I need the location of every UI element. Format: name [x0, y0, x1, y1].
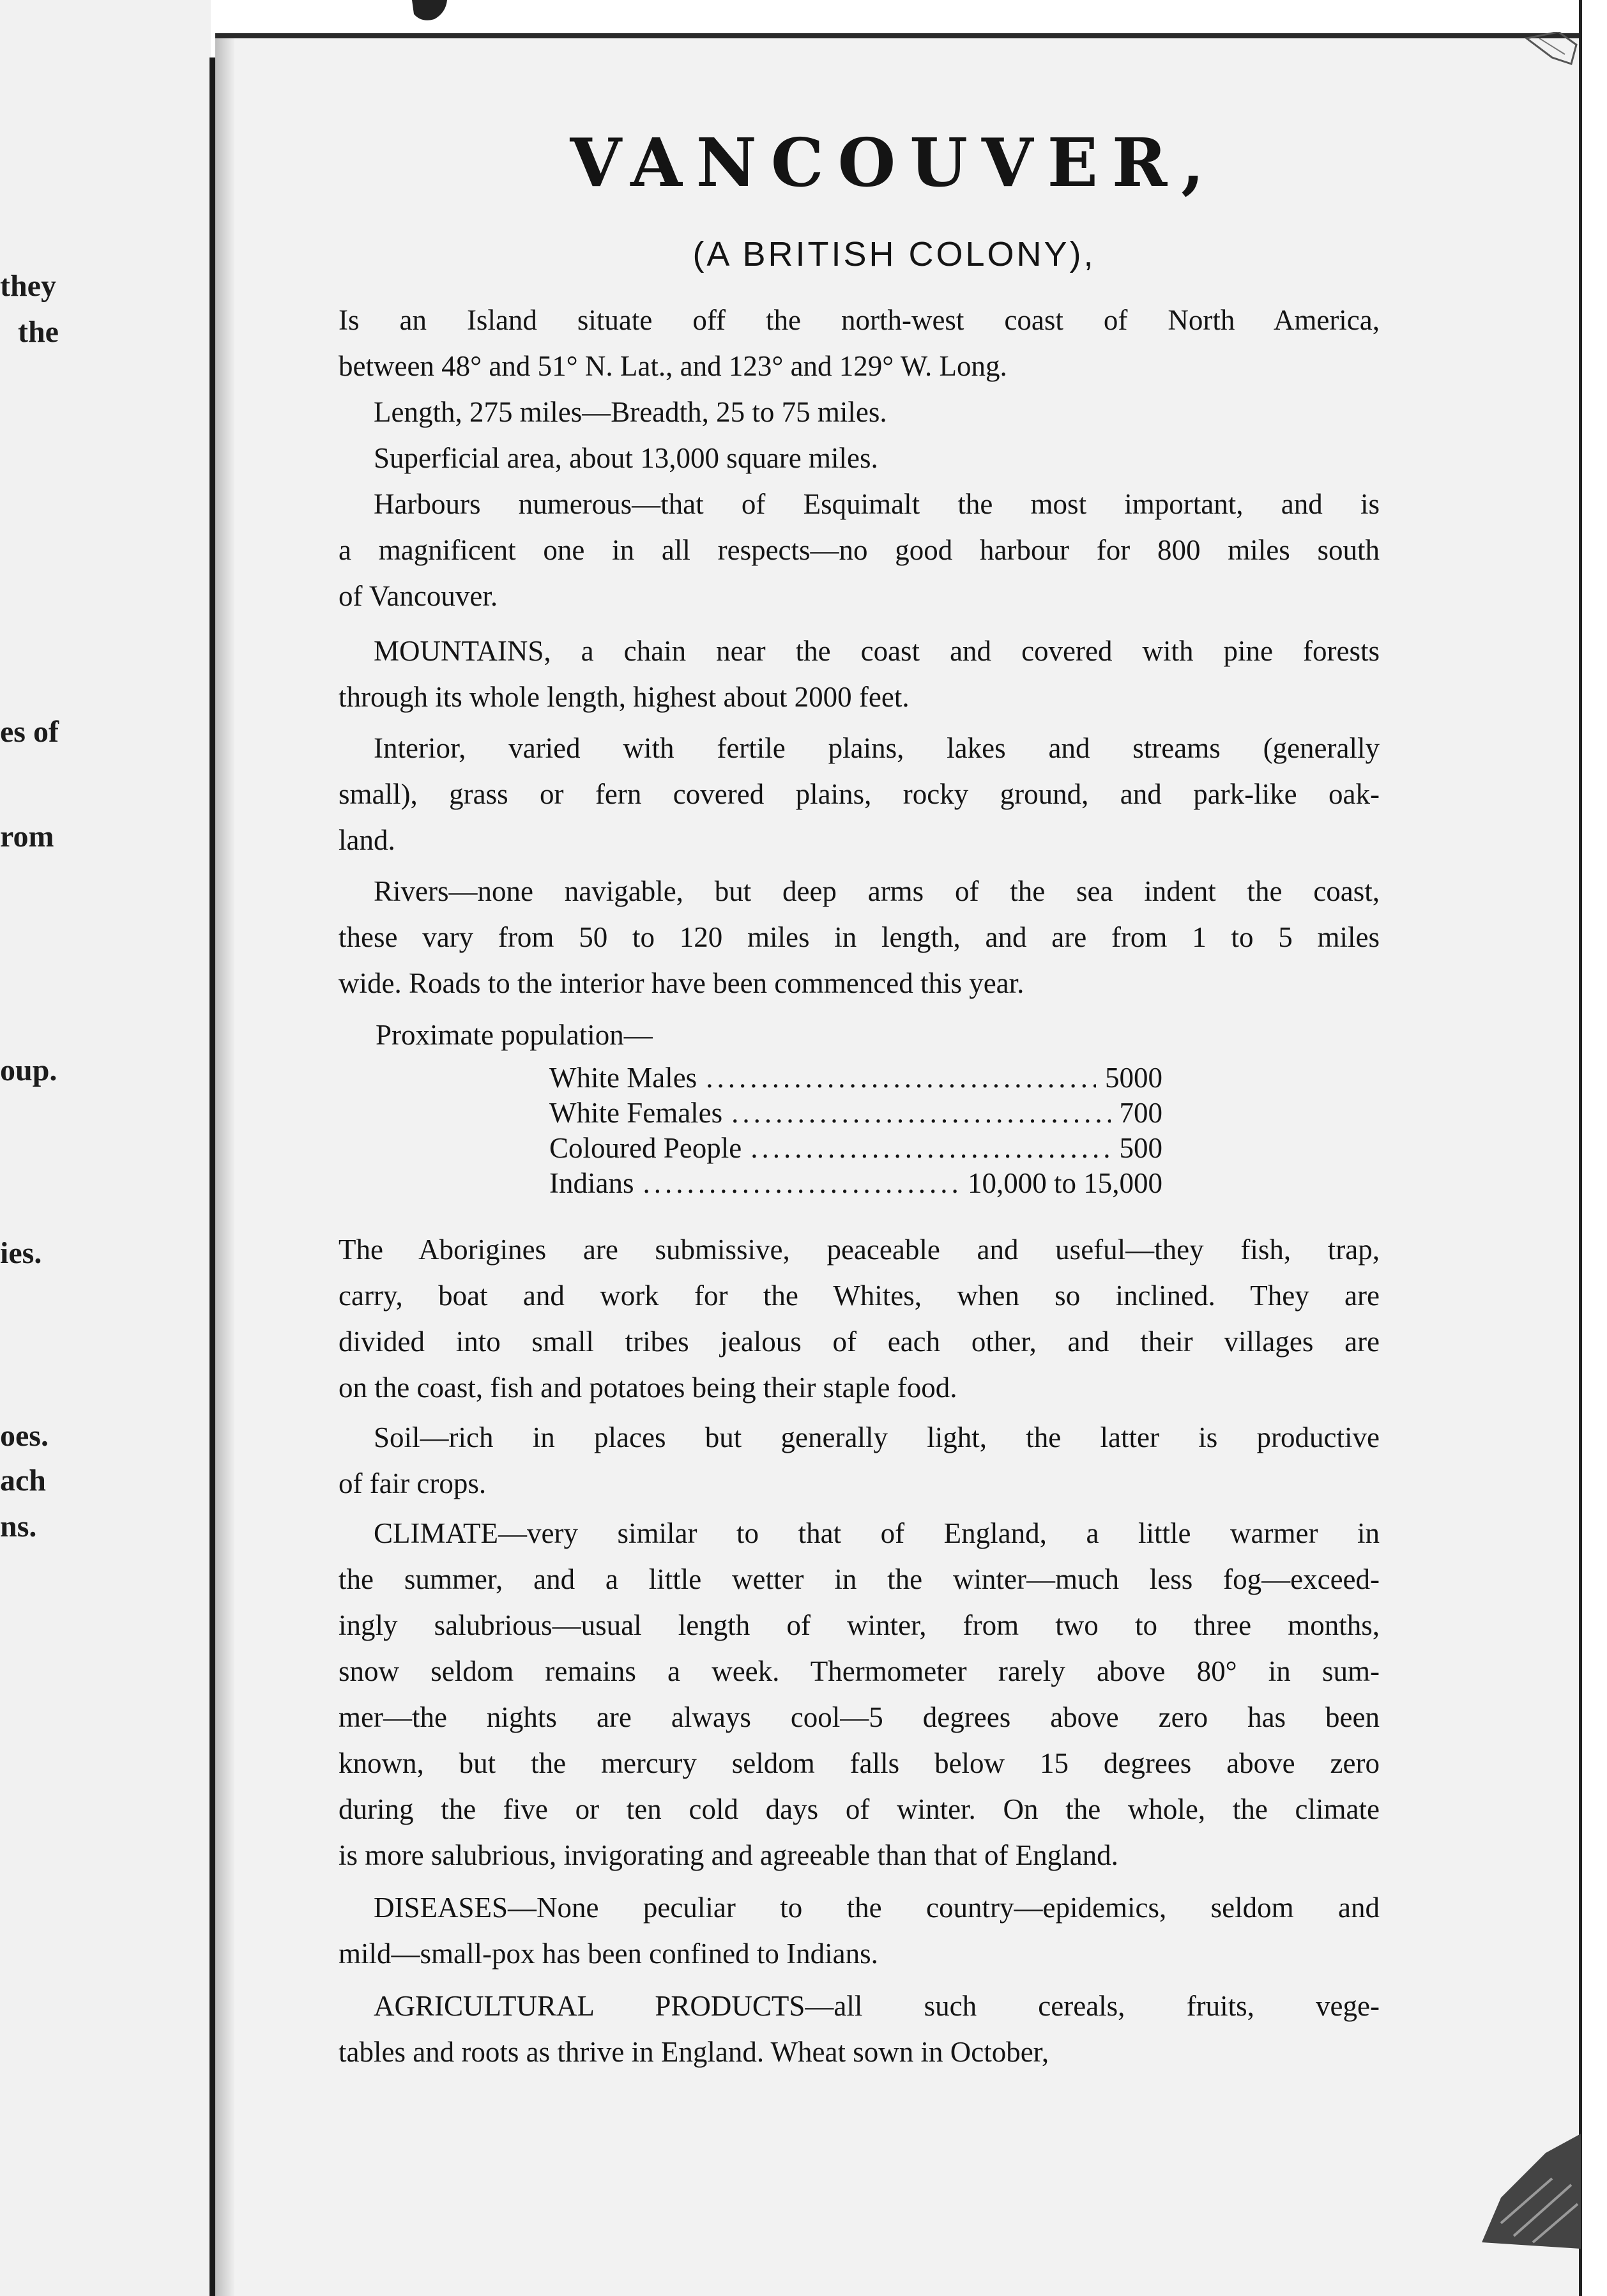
left-page-fragment: the	[18, 315, 59, 349]
population-row	[549, 1131, 1162, 1166]
paragraph	[339, 725, 1380, 863]
text-line: on the coast, fish and potatoes being their staple food.	[339, 1372, 957, 1404]
left-page-fragment: ach	[0, 1464, 46, 1497]
text-line: DISEASES—None peculiar to the country—epidemics, seldom and	[374, 1892, 1380, 1924]
text-line: land.	[339, 824, 395, 856]
paragraph	[339, 868, 1380, 1006]
document-subtitle: (A BRITISH COLONY),	[692, 235, 1096, 273]
text-line: Harbours numerous—that of Esquimalt the most important, and is	[374, 488, 1380, 520]
text-line: wide. Roads to the interior have been commenced this year.	[339, 967, 1024, 999]
paragraph	[339, 628, 1380, 720]
text-line: of fair crops.	[339, 1467, 487, 1499]
population-value: 5000	[1105, 1062, 1162, 1094]
paragraph	[339, 1414, 1380, 1506]
text-line: small), grass or fern covered plains, rocky ground, and park-like oak-	[339, 778, 1380, 810]
text-line: CLIMATE—very similar to that of England, a little warmer in	[374, 1517, 1380, 1549]
text-line: known, but the mercury seldom falls below 15 degrees above zero	[339, 1747, 1380, 1779]
paragraph	[339, 481, 1380, 619]
text-line: between 48° and 51° N. Lat., and 123° and 129° W. Long.	[339, 350, 1007, 382]
text-line: divided into small tribes jealous of each other, and their villages are	[339, 1326, 1380, 1358]
paragraph	[339, 1510, 1380, 1878]
text-line: mild—small-pox has been confined to Indians.	[339, 1938, 878, 1970]
paragraph-block-after-table	[339, 1227, 1380, 2075]
paragraph	[339, 1227, 1380, 1411]
population-value: 500	[1119, 1132, 1162, 1164]
text-line: during the five or ten cold days of winter. On the whole, the climate	[339, 1793, 1380, 1825]
ink-blot-mark	[409, 0, 460, 24]
torn-corner-top	[1514, 32, 1578, 83]
leader-dots	[643, 1166, 959, 1201]
left-page-fragment: oup.	[0, 1053, 57, 1087]
text-line: these vary from 50 to 120 miles in length, and are from 1 to 5 miles	[339, 921, 1380, 953]
paragraph	[339, 1983, 1380, 2075]
leader-dots	[706, 1060, 1096, 1096]
population-label: Proximate population—	[376, 1019, 653, 1051]
paragraph	[339, 389, 1380, 435]
population-row	[549, 1096, 1162, 1131]
left-page-fragment: ns.	[0, 1510, 37, 1543]
text-line: Is an Island situate off the north-west coast of North America,	[339, 304, 1380, 336]
left-page-fragment: es of	[0, 715, 59, 749]
book-spine-gutter	[209, 57, 215, 2296]
document-title: VANCOUVER,	[570, 123, 1219, 202]
text-line: a magnificent one in all respects—no good harbour for 800 miles south	[339, 534, 1380, 566]
page-right-edge	[1579, 0, 1607, 2296]
population-row	[549, 1166, 1162, 1201]
text-line: is more salubrious, invigorating and agreeable than that of England.	[339, 1839, 1118, 1871]
text-line: the summer, and a little wetter in the winter—much less fog—exceed-	[339, 1563, 1380, 1595]
paragraph	[339, 1885, 1380, 1977]
population-row	[549, 1060, 1162, 1096]
left-page-fragment: oes.	[0, 1419, 49, 1453]
text-line: MOUNTAINS, a chain near the coast and covered with pine forests	[374, 635, 1380, 667]
paragraph	[339, 435, 1380, 481]
left-page-fragment: ies.	[0, 1236, 42, 1270]
page-top-edge	[215, 33, 1582, 38]
population-group-name: White Males	[549, 1062, 697, 1094]
paragraph-block-before-table	[339, 297, 1380, 1006]
population-group-name: Indians	[549, 1167, 634, 1199]
population-group-name: White Females	[549, 1097, 723, 1129]
population-value: 700	[1119, 1097, 1162, 1129]
leader-dots	[731, 1096, 1110, 1131]
text-line: Length, 275 miles—Breadth, 25 to 75 miles.	[374, 396, 887, 428]
paragraph	[339, 297, 1380, 389]
text-line: of Vancouver.	[339, 580, 498, 612]
text-line: ingly salubrious—usual length of winter, from two to three months,	[339, 1609, 1380, 1641]
text-line: Rivers—none navigable, but deep arms of the sea indent the coast,	[374, 875, 1380, 907]
population-value: 10,000 to 15,000	[967, 1167, 1162, 1199]
text-line: The Aborigines are submissive, peaceable and useful—they fish, trap,	[339, 1234, 1380, 1266]
text-line: snow seldom remains a week. Thermometer rarely above 80° in sum-	[339, 1655, 1380, 1687]
population-group-name: Coloured People	[549, 1132, 742, 1164]
text-line: Superficial area, about 13,000 square miles.	[374, 442, 878, 474]
gutter-shadow	[215, 38, 234, 2296]
text-line: through its whole length, highest about 2000 feet.	[339, 681, 910, 713]
torn-corner-bottom	[1475, 2127, 1584, 2249]
text-line: mer—the nights are always cool—5 degrees above zero has been	[339, 1701, 1380, 1733]
text-line: tables and roots as thrive in England. Wheat sown in October,	[339, 2036, 1049, 2068]
text-line: Soil—rich in places but generally light, the latter is productive	[374, 1421, 1380, 1453]
leader-dots	[750, 1131, 1110, 1166]
text-line: carry, boat and work for the Whites, when so inclined. They are	[339, 1280, 1380, 1312]
left-page-fragment: rom	[0, 820, 54, 853]
left-facing-page	[0, 0, 211, 2296]
left-page-fragment: they	[0, 269, 56, 303]
population-table	[549, 1060, 1162, 1201]
text-line: Interior, varied with fertile plains, lakes and streams (generally	[374, 732, 1380, 764]
text-line: AGRICULTURAL PRODUCTS—all such cereals, fruits, vege-	[374, 1990, 1380, 2022]
